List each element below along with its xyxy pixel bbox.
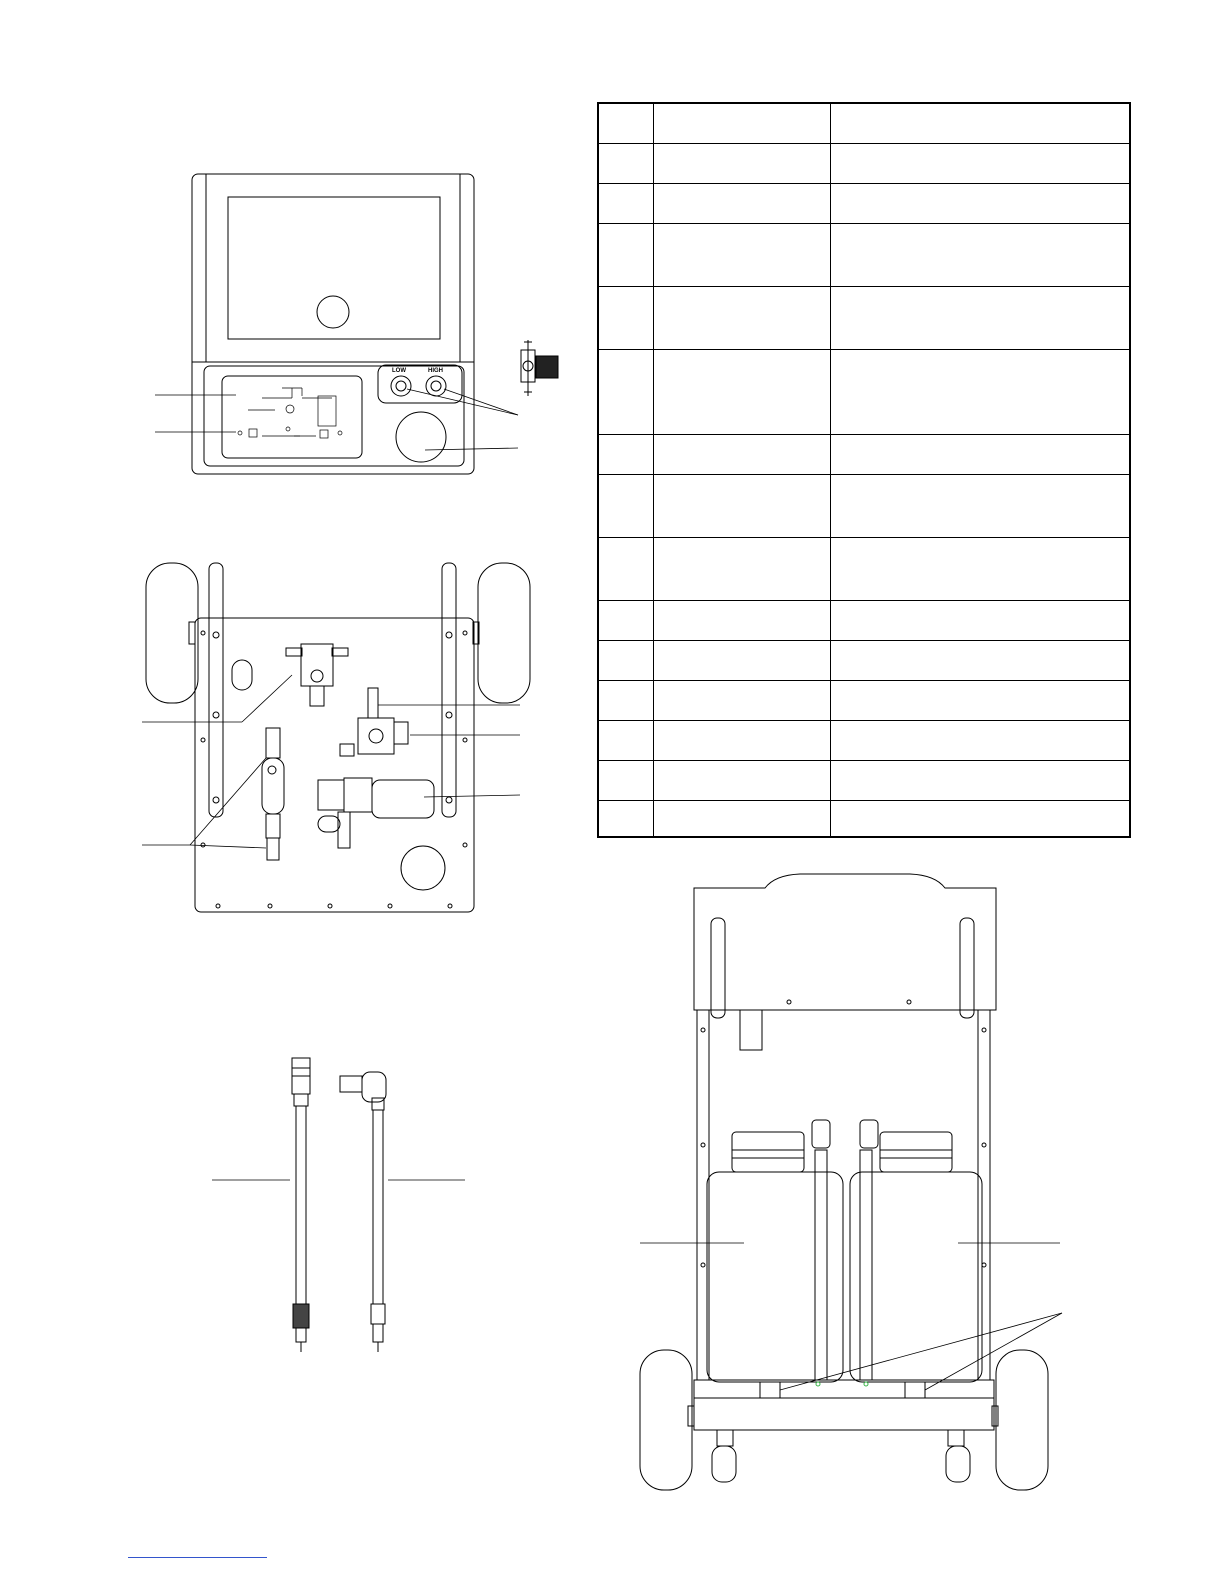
table-row [598, 600, 1130, 640]
table-cell [598, 640, 654, 680]
table-cell [654, 286, 831, 349]
table-cell [598, 286, 654, 349]
high-dial-label: HIGH [428, 368, 443, 374]
rear-plate-drawing [142, 563, 530, 912]
table-cell [831, 286, 1131, 349]
table-cell [654, 223, 831, 286]
table-cell [654, 434, 831, 474]
cart-leaders [640, 1243, 1062, 1390]
table-cell [598, 760, 654, 800]
table-cell [598, 680, 654, 720]
table-cell [831, 474, 1131, 537]
table-row [598, 760, 1130, 800]
table-cell [598, 720, 654, 760]
hose-drawing [212, 1058, 465, 1352]
table-row [598, 720, 1130, 760]
table-cell [654, 103, 831, 143]
front-panel-drawing [155, 174, 558, 474]
cart-drawing [640, 874, 1062, 1490]
table-cell [654, 640, 831, 680]
table-cell [654, 349, 831, 434]
table-cell [831, 434, 1131, 474]
table-cell [598, 537, 654, 600]
table-cell [654, 537, 831, 600]
table-cell [831, 183, 1131, 223]
table-cell [831, 143, 1131, 183]
table-row [598, 474, 1130, 537]
table-cell [598, 800, 654, 837]
table-cell [654, 183, 831, 223]
table-row [598, 183, 1130, 223]
table-cell [831, 103, 1131, 143]
table-cell [831, 537, 1131, 600]
table-cell [831, 760, 1131, 800]
table-row [598, 537, 1130, 600]
table-cell [654, 143, 831, 183]
parts-table [597, 102, 1131, 838]
table-cell [598, 223, 654, 286]
table-cell [654, 800, 831, 837]
low-dial-knob [391, 376, 411, 396]
table-cell [831, 640, 1131, 680]
table-cell [598, 474, 654, 537]
table-cell [831, 600, 1131, 640]
footer-link-underline [128, 1557, 267, 1558]
table-row [598, 103, 1130, 143]
table-cell [598, 183, 654, 223]
table-row [598, 143, 1130, 183]
table-row [598, 800, 1130, 837]
table-cell [831, 349, 1131, 434]
table-cell [831, 223, 1131, 286]
panel-round-cap [396, 412, 446, 462]
table-cell [598, 103, 654, 143]
high-dial-knob [426, 376, 446, 396]
table-row [598, 640, 1130, 680]
table-cell [598, 143, 654, 183]
rear-plate-leaders [142, 675, 520, 848]
table-cell [831, 680, 1131, 720]
gauge-plate-schematic [238, 388, 342, 438]
valve-fitting-detail [521, 340, 558, 396]
table-cell [654, 600, 831, 640]
table-row [598, 223, 1130, 286]
table-row [598, 434, 1130, 474]
table-row [598, 286, 1130, 349]
table-cell [831, 800, 1131, 837]
table-cell [598, 434, 654, 474]
low-dial-label: LOW [392, 368, 406, 374]
table-cell [598, 600, 654, 640]
table-cell [598, 349, 654, 434]
table-row [598, 680, 1130, 720]
table-cell [831, 720, 1131, 760]
table-cell [654, 720, 831, 760]
table-cell [654, 760, 831, 800]
table-cell [654, 680, 831, 720]
table-row [598, 349, 1130, 434]
table-cell [654, 474, 831, 537]
